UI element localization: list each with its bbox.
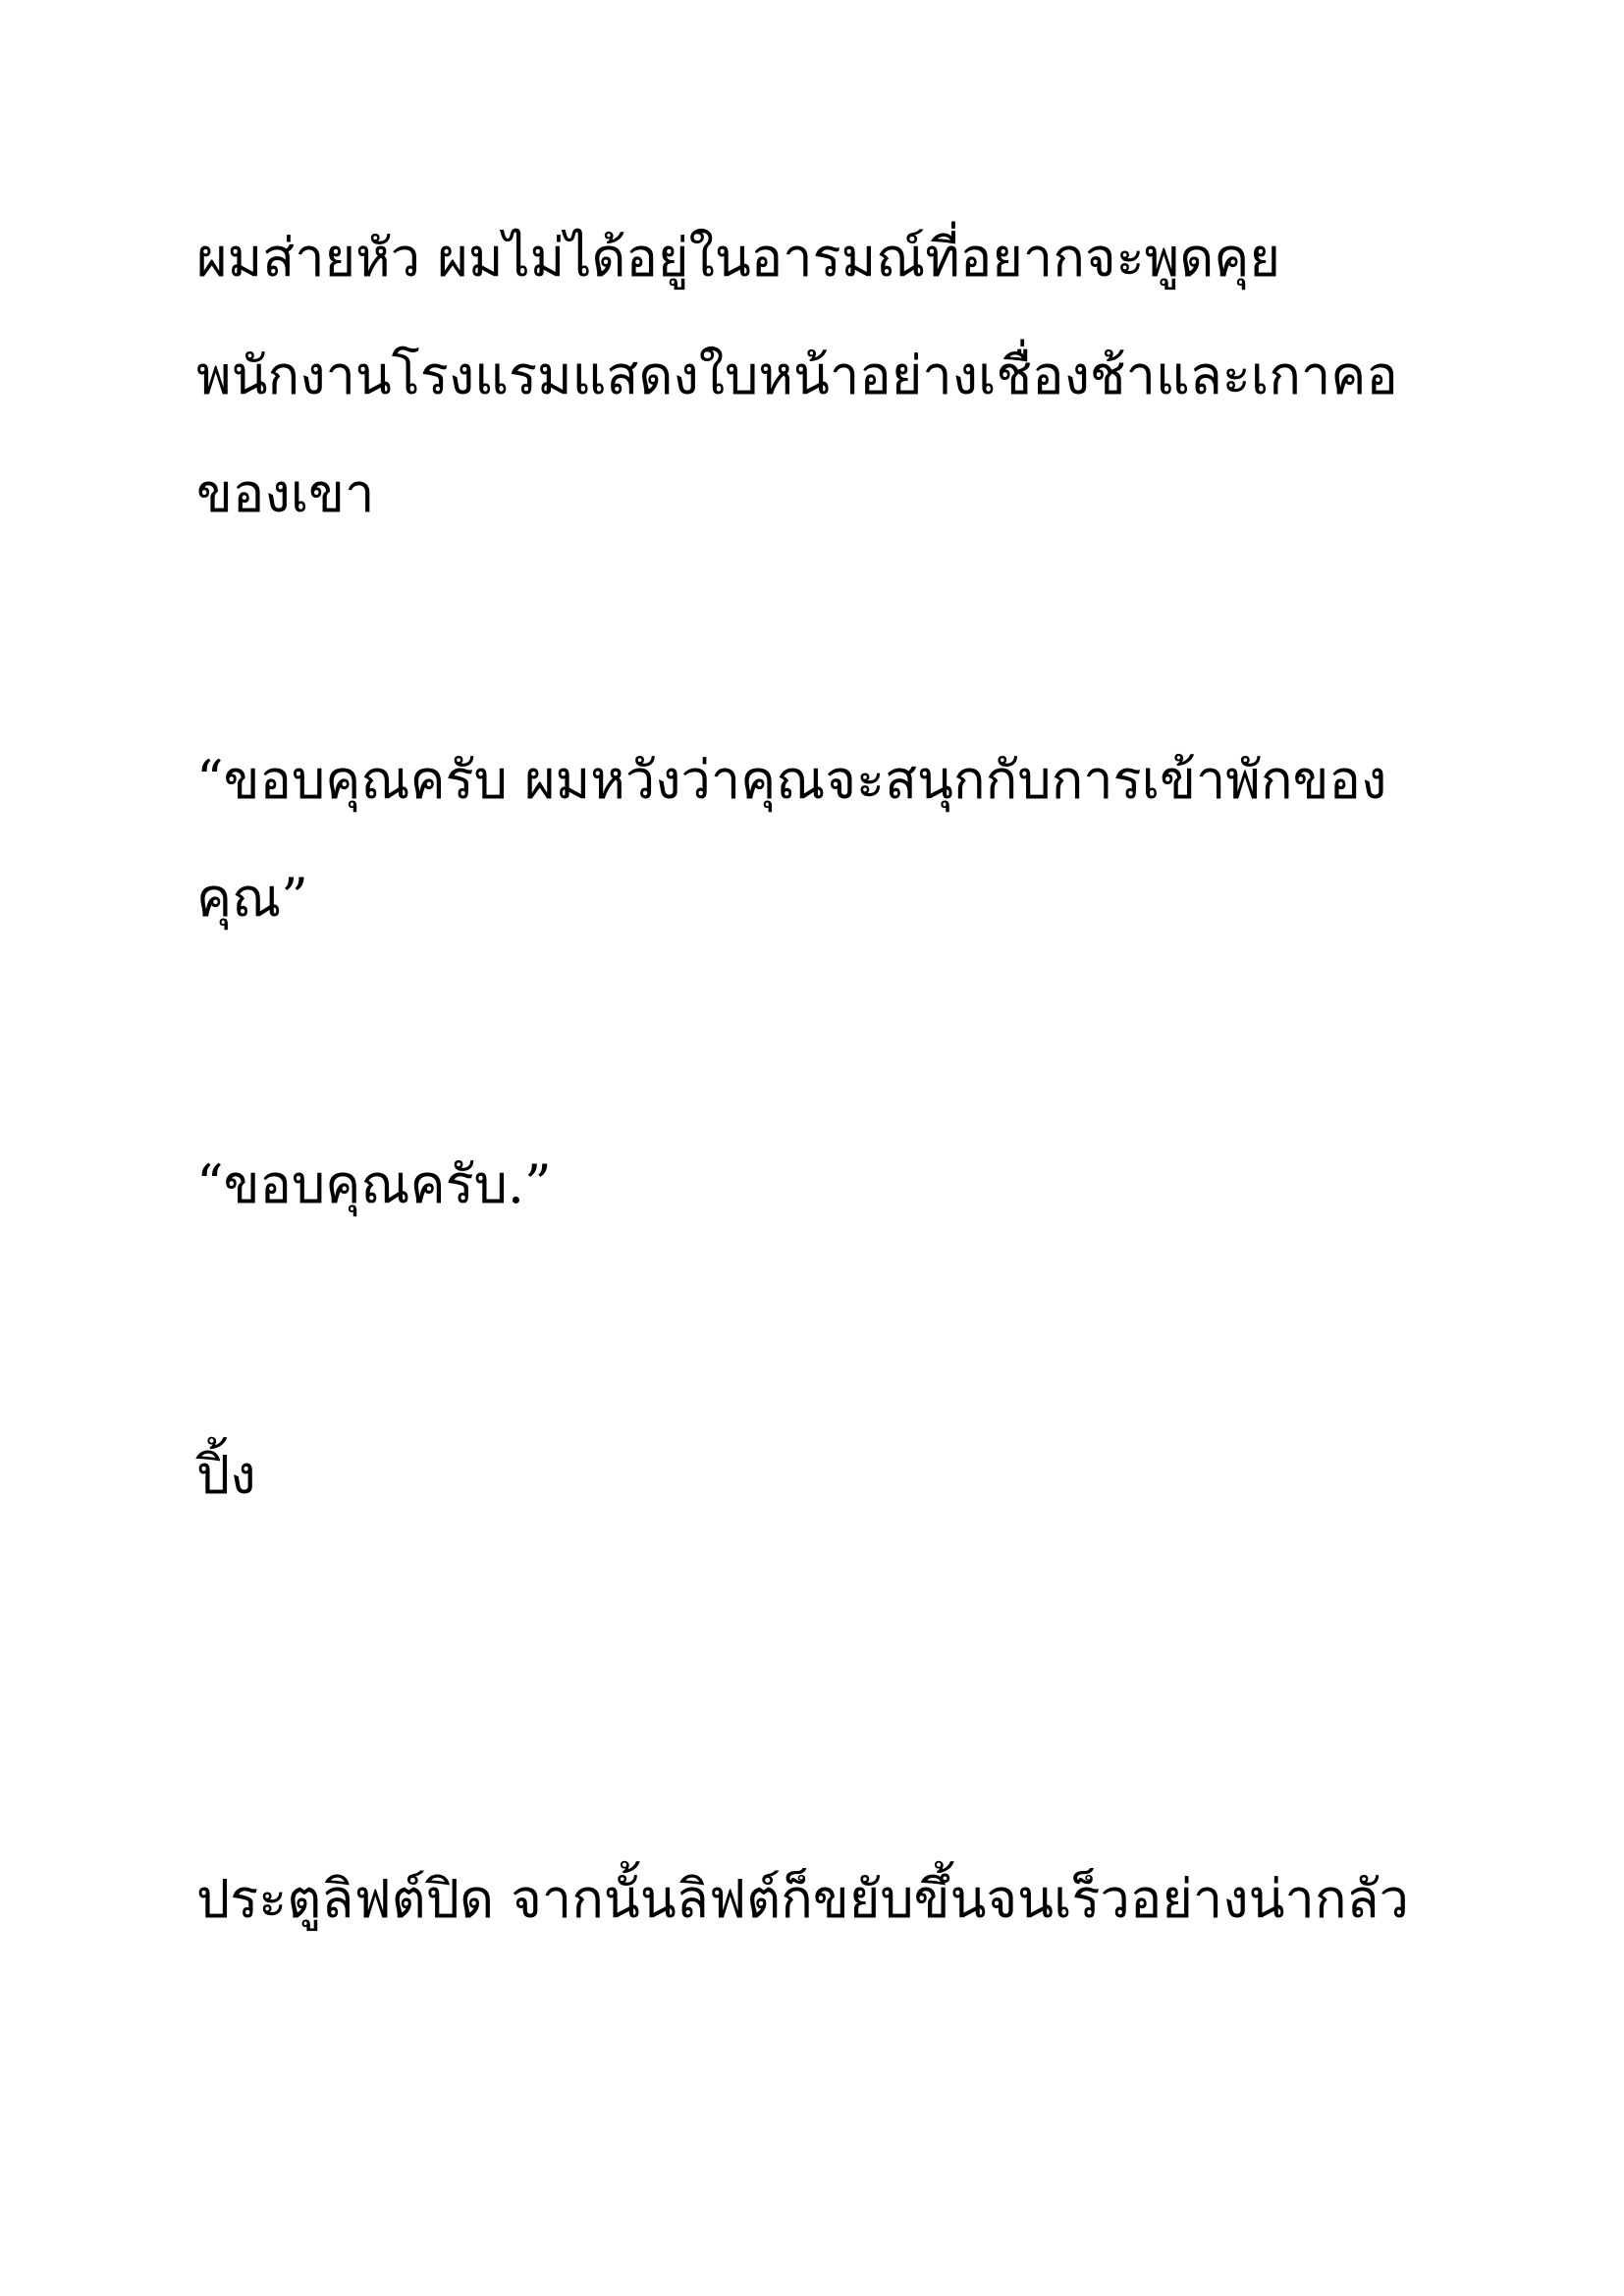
paragraph-1-line-3: ของเขา: [196, 462, 375, 524]
paragraph-4-line-1: ปิ้ง: [196, 1444, 256, 1506]
paragraph-1-line-2: พนักงานโรงแรมแสดงใบหน้าอย่างเชื่องช้าและเกาคอ: [196, 345, 1398, 406]
paragraph-5-line-1: ประตูลิฟต์ปิด จากนั้นลิฟต์ก็ขยับขึ้นจนเร็วอย่างน่ากลัว: [196, 1868, 1409, 1930]
paragraph-2-line-2: คุณ”: [196, 867, 308, 929]
paragraph-2-line-1: “ขอบคุณครับ ผมหวังว่าคุณจะสนุกกับการเข้าพักของ: [196, 749, 1387, 811]
paragraph-3-line-1: “ขอบคุณครับ.”: [196, 1153, 552, 1215]
paragraph-1-line-1: ผมส่ายหัว ผมไม่ได้อยู่ในอารมณ์ที่อยากจะพูดคุย: [196, 227, 1281, 289]
